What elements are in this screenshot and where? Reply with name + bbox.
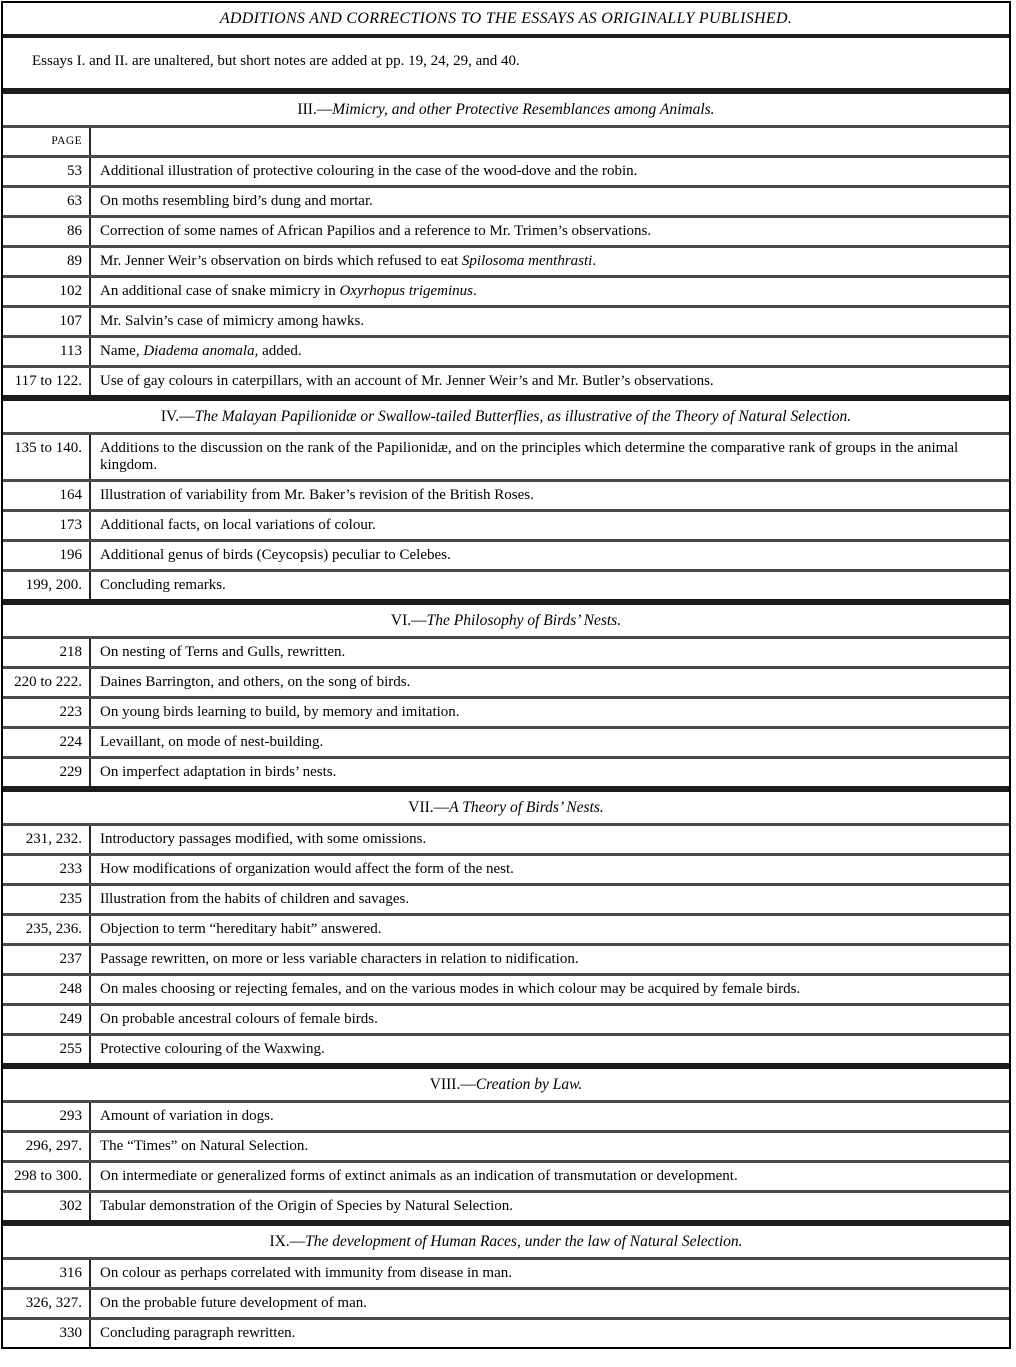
entry-text: How modifications of organization would affect the form of the nest. xyxy=(100,861,514,877)
entry-text: Objection to term “hereditary habit” answered. xyxy=(100,921,382,937)
section-title: A Theory of Birds’ Nests. xyxy=(449,799,604,816)
entry-text: An additional case of snake mimicry in xyxy=(100,283,340,299)
table-row xyxy=(3,726,1009,756)
page-number: 235 xyxy=(3,886,91,913)
section-rows xyxy=(3,636,1009,786)
table-row xyxy=(3,853,1009,883)
page-number: 53 xyxy=(3,158,91,185)
entry-text: Concluding remarks. xyxy=(100,577,226,593)
table-row xyxy=(3,1100,1009,1130)
section-header xyxy=(3,1220,1009,1257)
page-number: 196 xyxy=(3,542,91,569)
page-number: 298 to 300. xyxy=(3,1163,91,1190)
page-number: 102 xyxy=(3,278,91,305)
section xyxy=(3,599,1009,786)
entry-text: Levaillant, on mode of nest-building. xyxy=(100,734,324,750)
page-number: 326, 327. xyxy=(3,1290,91,1317)
entry-text: On colour as perhaps correlated with immunity from disease in man. xyxy=(100,1265,512,1281)
entry-text: Tabular demonstration of the Origin of Species by Natural Selection. xyxy=(100,1198,514,1214)
page-number: 330 xyxy=(3,1320,91,1347)
table-row xyxy=(3,1003,1009,1033)
table-row xyxy=(3,185,1009,215)
entry-description xyxy=(91,916,1009,943)
page-number: 218 xyxy=(3,639,91,666)
page-number: 255 xyxy=(3,1036,91,1063)
entry-description xyxy=(91,639,1009,666)
entry-text: Mr. Jenner Weir’s observation on birds which refused to eat xyxy=(100,253,462,269)
page-number: 296, 297. xyxy=(3,1133,91,1160)
description-column-header xyxy=(91,128,1009,155)
section xyxy=(3,1063,1009,1220)
section-title: The development of Human Races, under the law of Natural Selection. xyxy=(305,1233,743,1250)
section-header xyxy=(3,395,1009,432)
table-row xyxy=(3,823,1009,853)
page-number: 89 xyxy=(3,248,91,275)
table-row xyxy=(3,756,1009,786)
entry-description xyxy=(91,729,1009,756)
table-row xyxy=(3,913,1009,943)
section-numeral: VIII.— xyxy=(429,1076,476,1093)
entry-description xyxy=(91,512,1009,539)
section xyxy=(3,88,1009,395)
table-row xyxy=(3,696,1009,726)
intro-note: Essays I. and II. are unaltered, but short notes are added at pp. 19, 24, 29, and 40. xyxy=(32,53,520,69)
entry-text: . xyxy=(473,283,477,299)
page-number: 173 xyxy=(3,512,91,539)
entry-description xyxy=(91,886,1009,913)
section-numeral: IX.— xyxy=(269,1233,306,1250)
section-rows xyxy=(3,432,1009,599)
page-number: 235, 236. xyxy=(3,916,91,943)
page-number: 224 xyxy=(3,729,91,756)
section-numeral: IV.— xyxy=(160,408,195,425)
table-row xyxy=(3,1033,1009,1063)
page-number: 229 xyxy=(3,759,91,786)
species-name: Diadema anomala xyxy=(143,343,255,359)
page-number: 249 xyxy=(3,1006,91,1033)
entry-description xyxy=(91,158,1009,185)
entry-text: Passage rewritten, on more or less variable characters in relation to nidification. xyxy=(100,951,579,967)
entry-text: On intermediate or generalized forms of extinct animals as an indication of transmutation or development. xyxy=(100,1168,738,1184)
entry-description xyxy=(91,542,1009,569)
section-rows xyxy=(3,1257,1009,1347)
entry-text: On the probable future development of man. xyxy=(100,1295,367,1311)
entry-text: Illustration from the habits of children and savages. xyxy=(100,891,410,907)
entry-description xyxy=(91,218,1009,245)
entry-description xyxy=(91,368,1009,395)
page-number: 233 xyxy=(3,856,91,883)
section-title: Mimicry, and other Protective Resemblances among Animals. xyxy=(332,101,715,118)
entry-text: On males choosing or rejecting females, and on the various modes in which colour may be acquired by female birds. xyxy=(100,981,801,997)
table-row xyxy=(3,155,1009,185)
section-header xyxy=(3,88,1009,125)
entry-description xyxy=(91,946,1009,973)
entry-description xyxy=(91,338,1009,365)
entry-description xyxy=(91,699,1009,726)
page-number: 220 to 222. xyxy=(3,669,91,696)
page-number: 117 to 122. xyxy=(3,368,91,395)
table-row xyxy=(3,365,1009,395)
entry-description xyxy=(91,572,1009,599)
table-row xyxy=(3,973,1009,1003)
entry-description xyxy=(91,1290,1009,1317)
section-title: The Malayan Papilionidæ or Swallow-tailed Butterflies, as illustrative of the Theory of Natural Selection. xyxy=(194,408,852,425)
entry-description xyxy=(91,278,1009,305)
species-name: Spilosoma menthrasti xyxy=(461,253,593,269)
page-column-header: PAGE xyxy=(3,128,91,155)
document-title: ADDITIONS AND CORRECTIONS TO THE ESSAYS AS ORIGINALLY PUBLISHED. xyxy=(3,3,1009,38)
table-row xyxy=(3,666,1009,696)
table-row xyxy=(3,943,1009,973)
section-numeral: VI.— xyxy=(390,612,427,629)
table-row xyxy=(3,1317,1009,1347)
entry-description xyxy=(91,1163,1009,1190)
table-row xyxy=(3,883,1009,913)
page-number: 107 xyxy=(3,308,91,335)
entry-text: Daines Barrington, and others, on the song of birds. xyxy=(100,674,411,690)
table-row xyxy=(3,509,1009,539)
entry-text: Name, xyxy=(100,343,144,359)
entry-description xyxy=(91,1006,1009,1033)
section-numeral: VII.— xyxy=(408,799,450,816)
entry-text: Introductory passages modified, with some omissions. xyxy=(100,831,427,847)
page-number: 86 xyxy=(3,218,91,245)
entry-description xyxy=(91,1320,1009,1347)
entry-description xyxy=(91,1103,1009,1130)
additions-corrections-table xyxy=(1,1,1011,1349)
page-number: 231, 232. xyxy=(3,826,91,853)
entry-description xyxy=(91,759,1009,786)
table-row xyxy=(3,636,1009,666)
section-rows xyxy=(3,1100,1009,1220)
entry-description xyxy=(91,435,1009,479)
table-row xyxy=(3,245,1009,275)
entry-text: Additional facts, on local variations of colour. xyxy=(100,517,376,533)
table-row xyxy=(3,432,1009,479)
section xyxy=(3,1220,1009,1347)
entry-text: Illustration of variability from Mr. Baker’s revision of the British Roses. xyxy=(100,487,534,503)
entry-text: The “Times” on Natural Selection. xyxy=(100,1138,309,1154)
entry-description xyxy=(91,482,1009,509)
section-header xyxy=(3,786,1009,823)
entry-text: On nesting of Terns and Gulls, rewritten. xyxy=(100,644,346,660)
entry-text: On moths resembling bird’s dung and mortar. xyxy=(100,193,373,209)
sections-container xyxy=(3,88,1009,1347)
entry-description xyxy=(91,1260,1009,1287)
entry-text: Protective colouring of the Waxwing. xyxy=(100,1041,325,1057)
page-number: 223 xyxy=(3,699,91,726)
page-number: 248 xyxy=(3,976,91,1003)
table-row xyxy=(3,1287,1009,1317)
entry-description xyxy=(91,1036,1009,1063)
page-number: 113 xyxy=(3,338,91,365)
entry-text: On young birds learning to build, by memory and imitation. xyxy=(100,704,460,720)
entry-description xyxy=(91,826,1009,853)
page-number: 302 xyxy=(3,1193,91,1220)
section-title: The Philosophy of Birds’ Nests. xyxy=(426,612,622,629)
section-title: Creation by Law. xyxy=(475,1076,583,1093)
page-number: 316 xyxy=(3,1260,91,1287)
section-header xyxy=(3,599,1009,636)
table-row xyxy=(3,275,1009,305)
entry-description xyxy=(91,856,1009,883)
page-number: 293 xyxy=(3,1103,91,1130)
table-row xyxy=(3,305,1009,335)
table-row xyxy=(3,335,1009,365)
section-rows xyxy=(3,125,1009,395)
species-name: Oxyrhopus trigeminus xyxy=(339,283,474,299)
entry-description xyxy=(91,1133,1009,1160)
table-row xyxy=(3,1190,1009,1220)
entry-text: Use of gay colours in caterpillars, with an account of Mr. Jenner Weir’s and Mr. Butler’s observations. xyxy=(100,373,714,389)
entry-text: Amount of variation in dogs. xyxy=(100,1108,274,1124)
entry-text: Additional genus of birds (Ceycopsis) peculiar to Celebes. xyxy=(100,547,451,563)
section-numeral: III.— xyxy=(297,101,333,118)
section-rows xyxy=(3,823,1009,1063)
entry-text: , added. xyxy=(254,343,302,359)
entry-text: Concluding paragraph rewritten. xyxy=(100,1325,296,1341)
table-row xyxy=(3,1160,1009,1190)
entry-description xyxy=(91,188,1009,215)
section xyxy=(3,786,1009,1063)
table-row xyxy=(3,1130,1009,1160)
entry-text: Additions to the discussion on the rank of the Papilionidæ, and on the principles which determine the comparative rank of groups in the animal kingdom. xyxy=(100,440,959,473)
entry-description xyxy=(91,976,1009,1003)
entry-text: . xyxy=(592,253,597,269)
page-number: 63 xyxy=(3,188,91,215)
entry-description xyxy=(91,669,1009,696)
entry-text: Mr. Salvin’s case of mimicry among hawks. xyxy=(100,313,365,329)
table-row xyxy=(3,479,1009,509)
entry-description xyxy=(91,248,1009,275)
page-number: 237 xyxy=(3,946,91,973)
page-number: 135 to 140. xyxy=(3,435,91,479)
table-row xyxy=(3,215,1009,245)
table-row xyxy=(3,569,1009,599)
column-header-row xyxy=(3,125,1009,155)
entry-description xyxy=(91,1193,1009,1220)
entry-description xyxy=(91,308,1009,335)
table-row xyxy=(3,1257,1009,1287)
entry-text: On probable ancestral colours of female birds. xyxy=(100,1011,378,1027)
entry-text: On imperfect adaptation in birds’ nests. xyxy=(100,764,337,780)
page-number: 164 xyxy=(3,482,91,509)
section xyxy=(3,395,1009,599)
entry-text: Correction of some names of African Papilios and a reference to Mr. Trimen’s observations. xyxy=(100,223,652,239)
page-number: 199, 200. xyxy=(3,572,91,599)
entry-text: Additional illustration of protective colouring in the case of the wood-dove and the robin. xyxy=(100,163,638,179)
section-header xyxy=(3,1063,1009,1100)
table-row xyxy=(3,539,1009,569)
